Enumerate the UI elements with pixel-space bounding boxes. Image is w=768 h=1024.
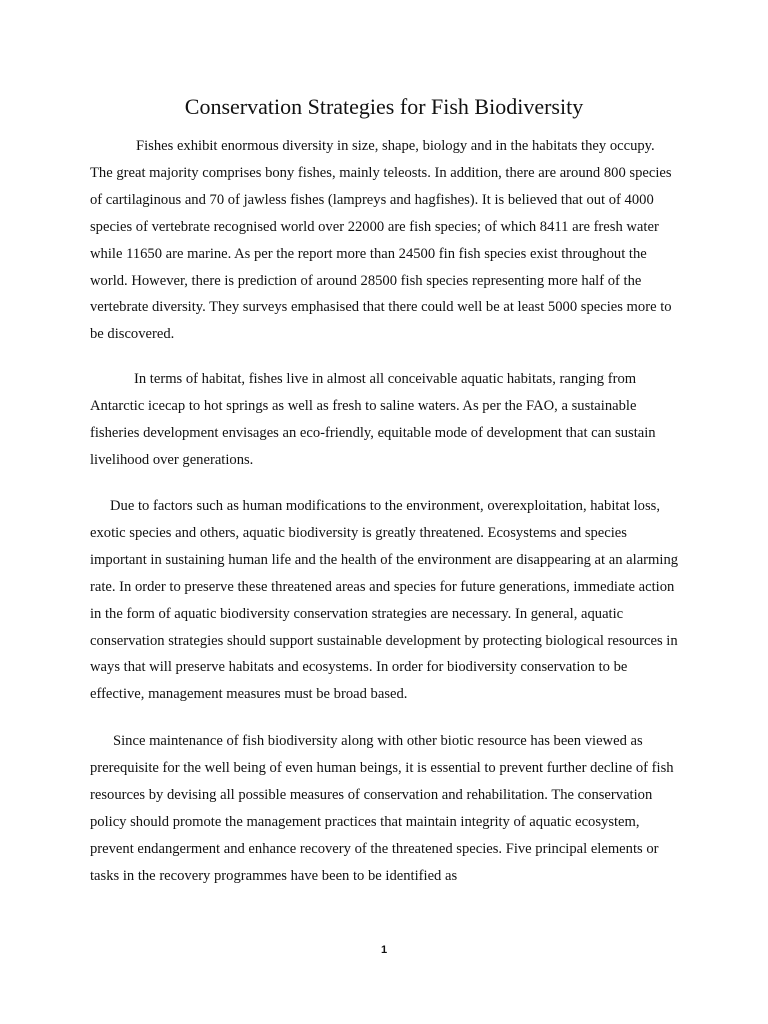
paragraph-conservation-policy: Since maintenance of fish biodiversity along with other biotic resource has been viewed as prerequisite for the well being of even human beings, it is essential to prevent further decline of fish resources by devising all possible measures of conservation and rehabilitation. The conservation policy should promote the management practices that maintain integrity of aquatic ecosystem, prevent endangerment and enhance recovery of the threatened species. Five principal elements or tasks in the recovery programmes have been to be identified as — [90, 733, 674, 884]
paragraph-threats: Due to factors such as human modifications to the environment, overexploitation, habitat loss, exotic species and others, aquatic biodiversity is greatly threatened. Ecosystems and species important in sustaining human life and the health of the environment are disappearing at an alarming rate. In order to preserve these threatened areas and species for future generations, immediate action in the form of aquatic biodiversity conservation strategies are necessary. In general, aquatic conservation strategies should support sustainable development by protecting biological resources in ways that will preserve habitats and ecosystems. In order for biodiversity conservation to be effective, management measures must be broad based. — [90, 498, 679, 703]
paragraph-habitat: In terms of habitat, fishes live in almost all conceivable aquatic habitats, ranging from Antarctic icecap to hot springs as well as fresh to saline waters. As per the FAO, a sustainable fisheries development envisages an eco-friendly, equitable mode of development that can sustain livelihood over generations. — [90, 371, 656, 468]
page-number: 1 — [380, 944, 388, 956]
paragraph-species-diversity: Fishes exhibit enormous diversity in size, shape, biology and in the habitats they occupy. The great majority comprises bony fishes, mainly teleosts. In addition, there are around 800 species of cartilaginous and 70 of jawless fishes (lampreys and hagfishes). It is believed that out of 4000 species of vertebrate recognised world over 22000 are fish species; of which 8411 are fresh water while 11650 are marine. As per the report more than 24500 fin fish species exist throughout the world. However, there is prediction of around 28500 fish species representing more half of the vertebrate diversity. They surveys emphasised that there could well be at least 5000 species more to be discovered. — [90, 138, 672, 343]
document-title: Conservation Strategies for Fish Biodiversity — [184, 94, 584, 119]
